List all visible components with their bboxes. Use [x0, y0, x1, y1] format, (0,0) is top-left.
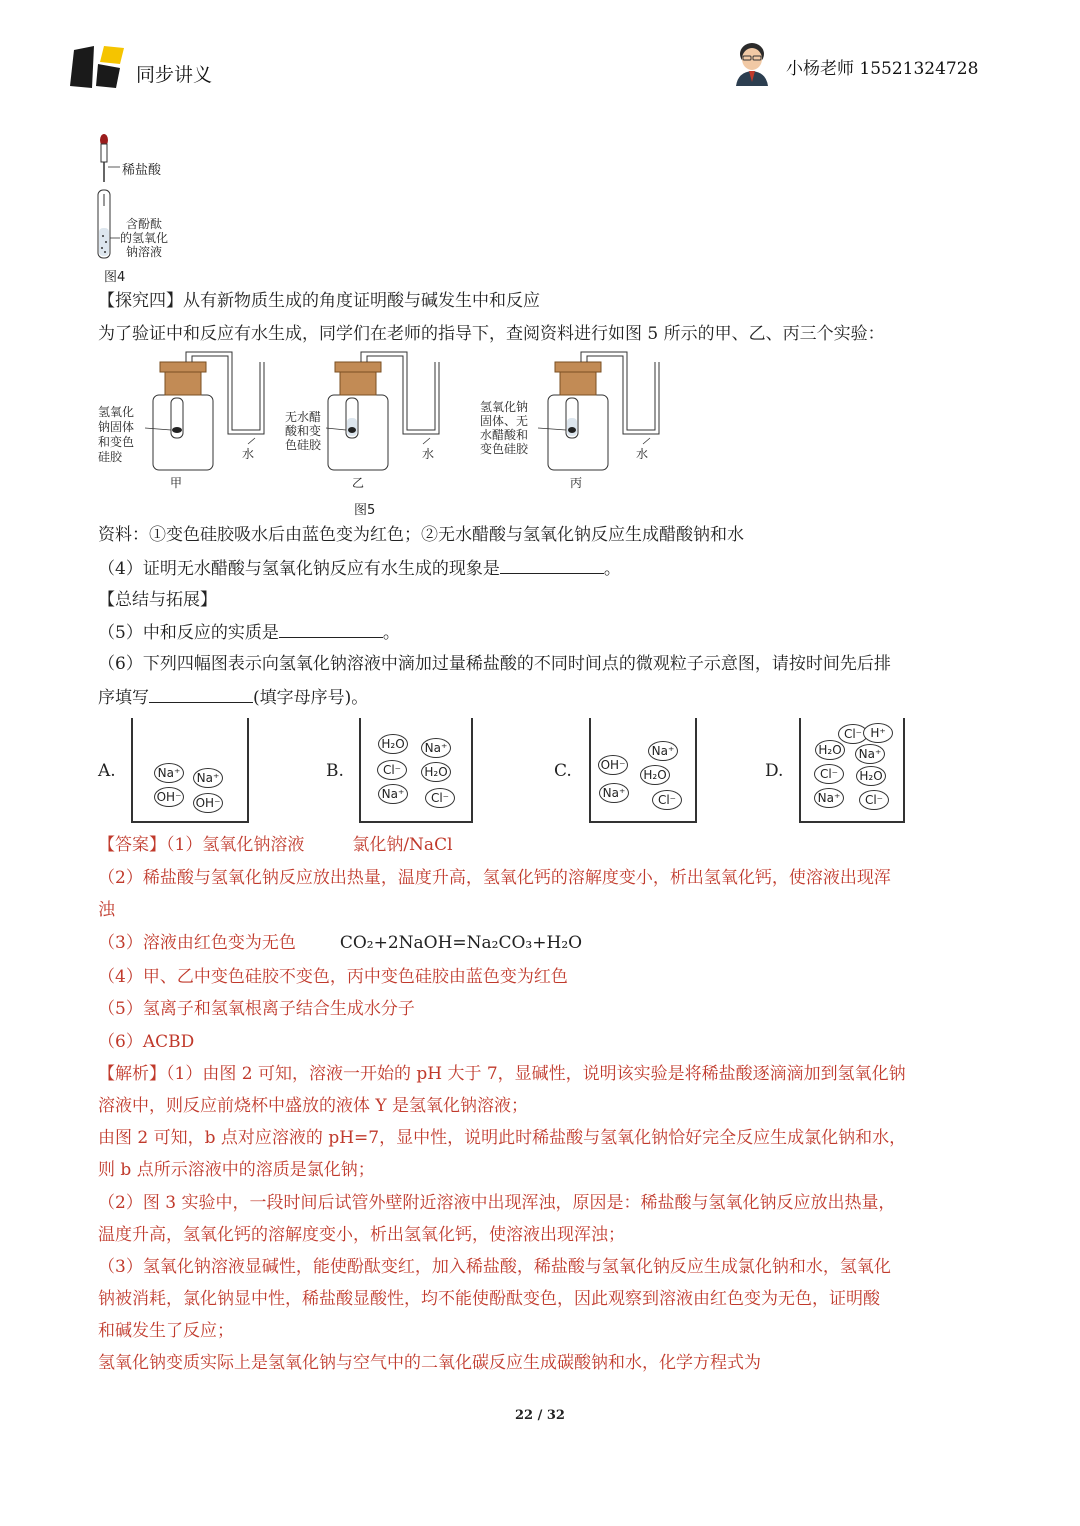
material-note: 资料：①变色硅胶吸水后由蓝色变为红色；②无水醋酸与氢氧化钠反应生成醋酸钠和水 — [98, 525, 744, 545]
ion-particle: Na⁺ — [814, 788, 844, 808]
q4-blank[interactable] — [500, 557, 604, 574]
figure4-caption: 图4 — [104, 270, 126, 285]
teacher-avatar — [730, 40, 774, 86]
app1-label-1: 氢氧化 — [98, 405, 135, 419]
tube-label-2: 的氢氧化 — [120, 231, 169, 245]
analysis-line-8: 钠被消耗，氯化钠显中性，稀盐酸显酸性，均不能使酚酞变色，因此观察到溶液由红色变为无色，证明酸 — [98, 1289, 880, 1309]
ion-particle: Cl⁻ — [377, 760, 407, 780]
ion-particle: Na⁺ — [855, 744, 885, 764]
ion-particle: Na⁺ — [648, 741, 678, 761]
q6-line1: （6）下列四幅图表示向氢氧化钠溶液中滴加过量稀盐酸的不同时间点的微观粒子示意图，请按时间先后排 — [98, 654, 891, 674]
app2-label-3: 色硅胶 — [285, 438, 322, 452]
analysis-line-3: 由图 2 可知，b 点对应溶液的 pH=7，显中性，说明此时稀盐酸与氢氧化钠恰好完全反应生成氯化钠和水， — [98, 1128, 907, 1148]
app1-label-2: 钠固体 — [98, 420, 135, 434]
question-5 — [98, 621, 400, 644]
app2-name: 乙 — [352, 476, 365, 490]
tube-label-3: 钠溶液 — [126, 245, 163, 259]
q5-end: 。 — [382, 623, 400, 643]
ion-particle: Na⁺ — [378, 784, 408, 804]
ion-particle: H⁺ — [863, 723, 893, 743]
logo — [70, 44, 126, 90]
ion-particle: Na⁺ — [421, 738, 451, 758]
beaker-label-a: A. — [98, 761, 116, 781]
answer-label: 【答案】 — [98, 835, 166, 855]
ion-particle: OH⁻ — [598, 755, 628, 775]
analysis-line-4: 则 b 点所示溶液中的溶质是氯化钠； — [98, 1160, 375, 1180]
q6-blank[interactable] — [149, 686, 253, 703]
page-number: 22 / 32 — [515, 1408, 565, 1423]
question-4 — [98, 557, 621, 580]
ion-particle: H₂O — [378, 734, 408, 754]
summary-heading: 【总结与拓展】 — [98, 590, 217, 610]
q5-text: （5）中和反应的实质是 — [98, 623, 279, 643]
section4-intro: 为了验证中和反应有水生成，同学们在老师的指导下，查阅资料进行如图 5 所示的甲、乙、丙三个实验： — [98, 324, 885, 344]
app3-label-2: 固体、无 — [480, 414, 529, 428]
app1-water: 水 — [242, 447, 255, 461]
answer-3-equation: CO₂+2NaOH=Na₂CO₃+H₂O — [339, 933, 583, 953]
analysis-line-5: （2）图 3 实验中，一段时间后试管外壁附近溶液中出现浑浊，原因是：稀盐酸与氢氧化钠反应放出热量， — [98, 1193, 896, 1213]
avatar-icon — [730, 40, 774, 86]
analysis-line-6: 温度升高，氢氧化钙的溶解度变小，析出氢氧化钙，使溶液出现浑浊； — [98, 1225, 625, 1245]
app3-label-1: 氢氧化钠 — [480, 400, 529, 414]
answer-1-text: （1）氢氧化钠溶液 — [166, 835, 305, 855]
beakers-diagram — [128, 712, 928, 827]
beaker-a — [132, 718, 248, 822]
q6-end: (填字母序号)。 — [253, 688, 369, 708]
beaker-label-d: D. — [765, 761, 784, 781]
ion-particle: Na⁺ — [599, 783, 629, 803]
answer-3-text: （3）溶液由红色变为无色 — [98, 933, 296, 953]
figure5-caption: 图5 — [354, 503, 376, 518]
ion-particle: Cl⁻ — [859, 790, 889, 810]
header-title: 同步讲义 — [136, 64, 213, 86]
analysis-line-2: 溶液中，则反应前烧杯中盛放的液体 Y 是氢氧化钠溶液； — [98, 1096, 529, 1116]
app3-water: 水 — [636, 447, 649, 461]
app1-label-4: 硅胶 — [98, 450, 123, 464]
ion-particle: H₂O — [640, 765, 670, 785]
q4-end: 。 — [603, 559, 621, 579]
section4-heading: 【探究四】从有新物质生成的角度证明酸与碱发生中和反应 — [98, 291, 540, 311]
tube-label-1: 含酚酞 — [126, 217, 163, 231]
answer-1 — [98, 834, 453, 856]
app1-label-3: 和变色 — [98, 435, 135, 449]
analysis-line-10: 氢氧化钠变质实际上是氢氧化钠与空气中的二氧化碳反应生成碳酸钠和水，化学方程式为 — [98, 1353, 761, 1373]
beaker-label-b: B. — [326, 761, 344, 781]
ion-particle: H₂O — [815, 740, 845, 760]
app3-name: 丙 — [570, 476, 583, 490]
ion-particle: OH⁻ — [154, 787, 184, 807]
answer-3 — [98, 932, 582, 954]
ion-particle: Cl⁻ — [814, 764, 844, 784]
answer-6: （6）ACBD — [98, 1032, 195, 1052]
app3-label-3: 水醋酸和 — [480, 428, 529, 442]
ion-particle: Cl⁻ — [838, 724, 868, 744]
app3-label-4: 变色硅胶 — [480, 442, 529, 456]
answer-4: （4）甲、乙中变色硅胶不变色，丙中变色硅胶由蓝色变为红色 — [98, 967, 568, 987]
answer-1-text2: 氯化钠/NaCl — [352, 835, 453, 855]
dropper-label: 稀盐酸 — [122, 163, 162, 178]
q6-start: 序填写 — [98, 688, 149, 708]
logo-icon — [70, 44, 126, 90]
app1-name: 甲 — [170, 476, 183, 490]
ion-particle: Na⁺ — [193, 768, 223, 788]
ion-particle: Cl⁻ — [425, 788, 455, 808]
answer-5: （5）氢离子和氢氧根离子结合生成水分子 — [98, 999, 415, 1019]
analysis-text-1: （1）由图 2 可知，溶液一开始的 pH 大于 7，显碱性，说明该实验是将稀盐酸逐滴滴加到氢氧化钠 — [166, 1064, 906, 1084]
app2-label-2: 酸和变 — [285, 424, 322, 438]
analysis-line-1 — [98, 1063, 906, 1085]
ion-particle: H₂O — [421, 762, 451, 782]
analysis-line-7: （3）氢氧化钠溶液显碱性，能使酚酞变红，加入稀盐酸，稀盐酸与氢氧化钠反应生成氯化钠和水，氢氧化 — [98, 1257, 891, 1277]
ion-particle: Na⁺ — [154, 763, 184, 783]
ion-particle: Cl⁻ — [652, 790, 682, 810]
beaker-label-c: C. — [554, 761, 572, 781]
q4-text: （4）证明无水醋酸与氢氧化钠反应有水生成的现象是 — [98, 559, 500, 579]
q5-blank[interactable] — [279, 621, 383, 638]
answer-2-line2: 浊 — [98, 900, 115, 920]
q6-line2 — [98, 686, 368, 709]
ion-particle: OH⁻ — [193, 793, 223, 813]
analysis-line-9: 和碱发生了反应； — [98, 1321, 234, 1341]
app2-label-1: 无水醋 — [285, 410, 322, 424]
header-teacher: 小杨老师 15521324728 — [786, 59, 979, 79]
analysis-label: 【解析】 — [98, 1064, 166, 1084]
app2-water: 水 — [422, 447, 435, 461]
ion-particle: H₂O — [856, 766, 886, 786]
answer-2-line1: （2）稀盐酸与氢氧化钠反应放出热量，温度升高，氢氧化钙的溶解度变小，析出氢氧化钙，使溶液出现浑 — [98, 868, 891, 888]
